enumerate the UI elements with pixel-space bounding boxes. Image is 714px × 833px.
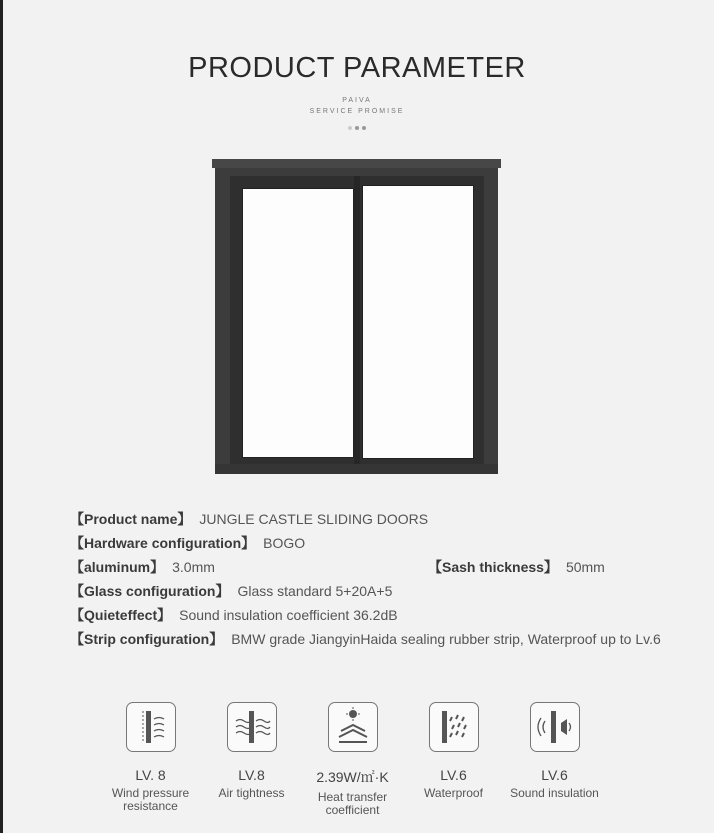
feature-caption: Wind pressure resistance: [111, 786, 190, 813]
page-title: PRODUCT PARAMETER: [188, 52, 526, 84]
spec-row-product-name: [70, 510, 690, 534]
spec-key: 【Quieteffect】: [70, 607, 172, 623]
wind-pressure-icon: [126, 702, 176, 752]
sliding-door-image: [215, 159, 498, 474]
feature-caption: Air tightness: [218, 786, 285, 800]
door-mullion: [354, 176, 360, 469]
spec-key: 【Hardware configuration】: [70, 535, 256, 551]
feature-air-tightness: [201, 702, 302, 817]
feature-icons: [100, 702, 620, 817]
feature-caption: Sound insulation: [510, 786, 599, 800]
feature-level: 2.39W/㎡·K: [316, 769, 389, 785]
door-sill: [215, 464, 498, 474]
sound-insulation-icon: [530, 702, 580, 752]
door-right-glass: [362, 185, 474, 459]
spec-key: 【Sash thickness】: [428, 559, 558, 575]
feature-waterproof: [403, 702, 504, 817]
service-subtitle: SERVICE PROMISE: [309, 108, 405, 115]
spec-value: 3.0mm: [172, 559, 215, 575]
spec-row-hardware: [70, 534, 690, 558]
heat-transfer-icon: [328, 702, 378, 752]
spec-value: Sound insulation coefficient 36.2dB: [179, 607, 398, 623]
left-edge-line: [0, 0, 3, 833]
feature-wind-pressure: [100, 702, 201, 817]
feature-level: LV.6: [440, 767, 467, 783]
decorative-dots: [348, 126, 366, 130]
spec-row-quiet: [70, 606, 690, 630]
feature-level: LV.8: [238, 767, 265, 783]
spec-value: BMW grade JiangyinHaida sealing rubber strip, Waterproof up to Lv.6: [231, 631, 661, 647]
spec-row-aluminum: [70, 558, 690, 582]
spec-value: 50mm: [565, 559, 605, 575]
feature-level: LV.6: [541, 767, 568, 783]
feature-heat-transfer: [302, 702, 403, 817]
waterproof-icon: [429, 702, 479, 752]
spec-key: 【Strip configuration】: [70, 631, 224, 647]
feature-sound-insulation: [504, 702, 605, 817]
door-left-glass: [242, 188, 354, 458]
spec-value: Glass standard 5+20A+5: [237, 583, 393, 599]
spec-sash-thickness: [428, 558, 605, 577]
feature-caption: Waterproof: [424, 786, 483, 800]
feature-level: LV. 8: [135, 767, 166, 783]
spec-key: 【Product name】: [70, 511, 192, 527]
spec-key: 【Glass configuration】: [70, 583, 230, 599]
spec-row-glass: [70, 582, 690, 606]
spec-value: BOGO: [263, 535, 306, 551]
door-top-cap: [212, 159, 501, 168]
spec-value: JUNGLE CASTLE SLIDING DOORS: [199, 511, 429, 527]
feature-caption: Heat transfer coefficient: [317, 790, 388, 817]
spec-key: 【aluminum】: [70, 559, 165, 575]
spec-list: [70, 510, 690, 654]
spec-row-strip: [70, 630, 690, 654]
air-tightness-icon: [227, 702, 277, 752]
brand-subtitle: PAIVA: [342, 97, 372, 104]
